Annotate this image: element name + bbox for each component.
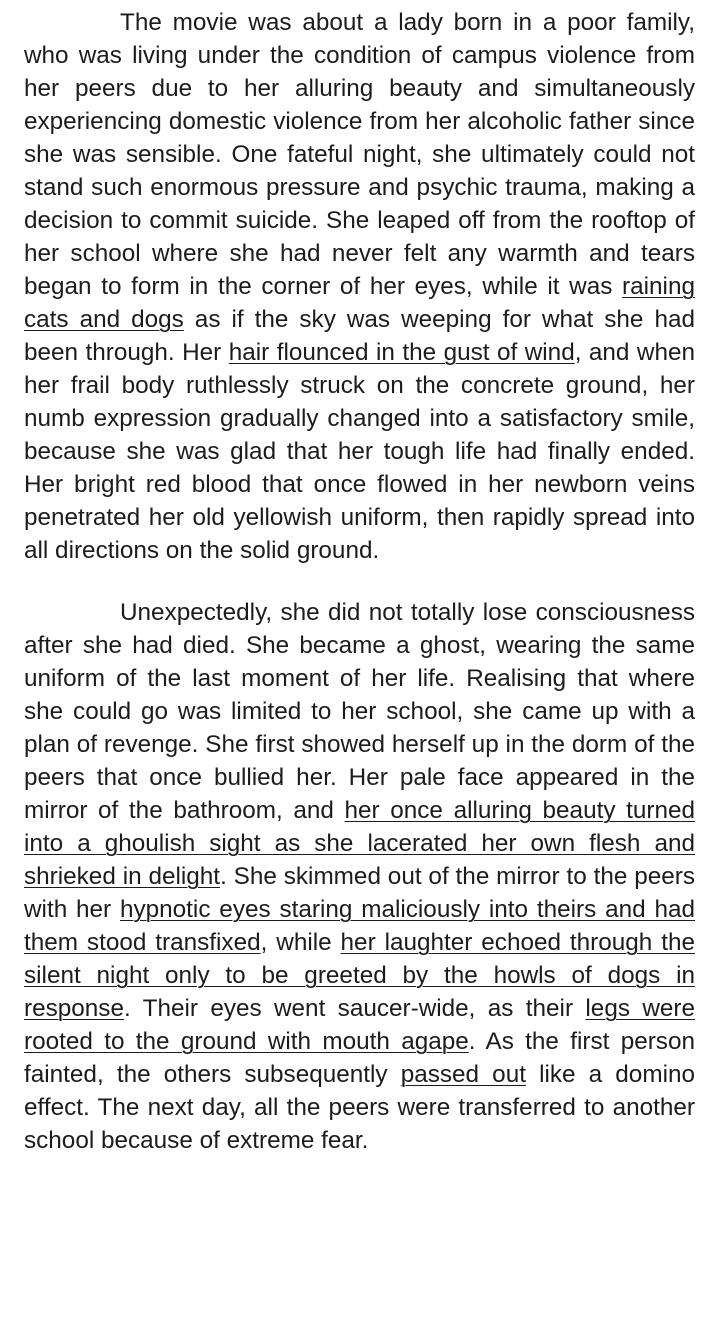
underlined-phrase-laughter-echoed: her laughter echoed through the silent night only to be greeted by the howls of dogs in response	[24, 929, 695, 1022]
paragraph-2	[24, 596, 695, 1157]
text-segment: . Their eyes went saucer-wide, as their	[123, 995, 586, 1022]
document-page	[24, 6, 695, 1157]
text-segment: , while	[260, 929, 341, 956]
text-segment: like a domino effect. The next day, all the peers were transferred to another school because of extreme fear.	[24, 1061, 695, 1154]
text-segment: . As the first person fainted, the others subsequently	[24, 1028, 695, 1088]
paragraph-1	[24, 6, 695, 567]
underlined-phrase-hypnotic-eyes: hypnotic eyes staring maliciously into theirs and had them stood transfixed	[24, 896, 695, 956]
underlined-phrase-raining-cats-and-dogs: raining cats and dogs	[24, 273, 695, 333]
text-segment: Unexpectedly, she did not totally lose consciousness after she had died. She became a ghost, wearing the same uniform of the last moment of her life. Realising that where she could go was limited to her school, she came up with a plan of revenge. She first showed herself up in the dorm of the peers that once bullied her. Her pale face appeared in the mirror of the bathroom, and	[24, 599, 695, 824]
underlined-phrase-passed-out: passed out	[400, 1061, 526, 1088]
underlined-phrase-ghoulish-sight: her once alluring beauty turned into a ghoulish sight as she lacerated her own flesh and shrieked in delight	[24, 797, 695, 890]
text-segment: . She skimmed out of the mirror to the peers with her	[24, 863, 695, 923]
underlined-phrase-hair-flounced: hair flounced in the gust of wind	[228, 339, 575, 366]
text-segment: The movie was about a lady born in a poor family, who was living under the condition of campus violence from her peers due to her alluring beauty and simultaneously experiencing domestic violence from her alcoholic father since she was sensible. One fateful night, she ultimately could not stand such enormous pressure and psychic trauma, making a decision to commit suicide. She leaped off from the rooftop of her school where she had never felt any warmth and tears began to form in the corner of her eyes, while it was	[24, 9, 695, 300]
text-segment: , and when her frail body ruthlessly struck on the concrete ground, her numb expression gradually changed into a satisfactory smile, because she was glad that her tough life had finally ended. Her bright red blood that once flowed in her newborn veins penetrated her old yellowish uniform, then rapidly spread into all directions on the solid ground.	[24, 339, 695, 564]
underlined-phrase-legs-rooted: legs were rooted to the ground with mouth agape	[24, 995, 695, 1055]
text-segment: as if the sky was weeping for what she had been through. Her	[24, 306, 695, 366]
